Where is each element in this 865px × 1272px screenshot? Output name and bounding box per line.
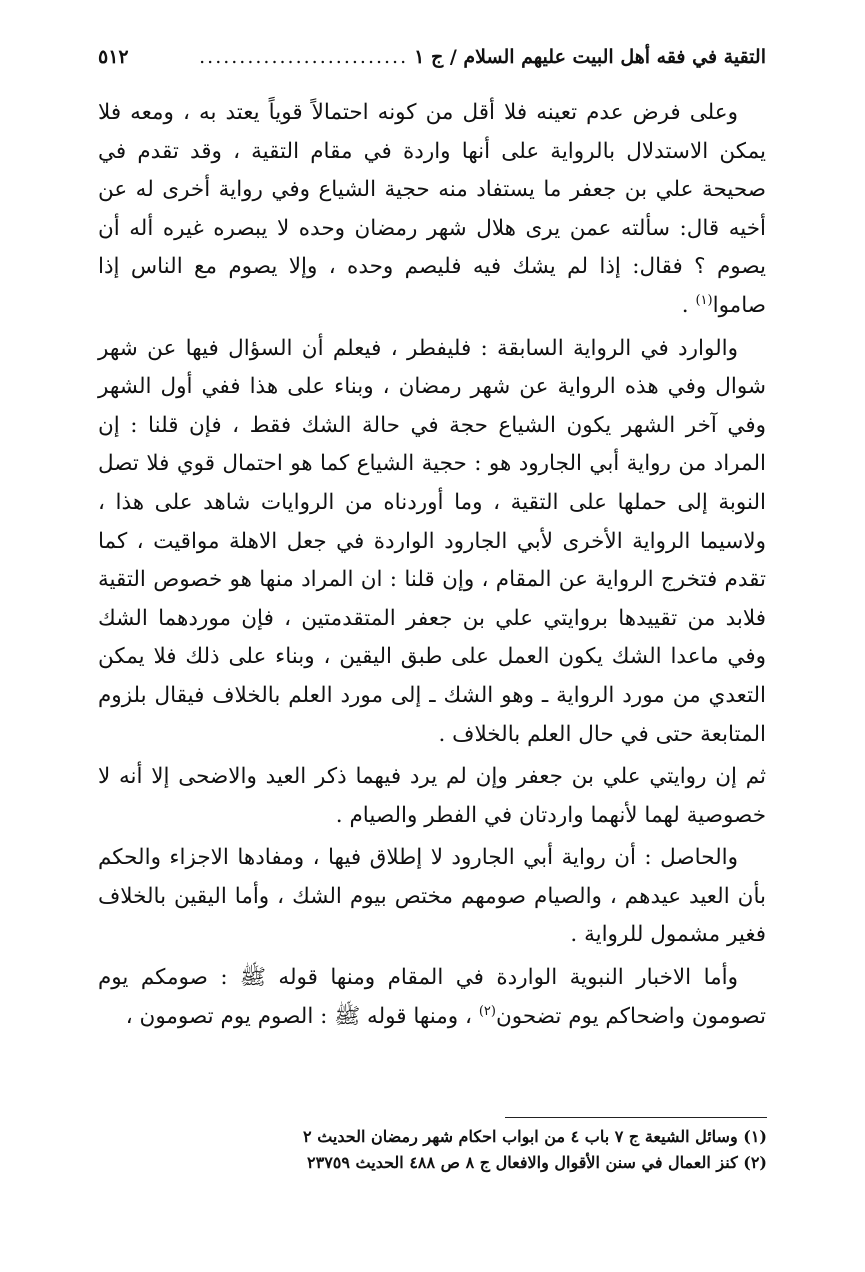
header-title: التقية في فقه أهل البيت عليهم السلام / ج ١ xyxy=(414,46,766,68)
footnote-separator xyxy=(505,1117,767,1118)
footnote-ref-2[interactable]: (٢) xyxy=(478,1003,496,1019)
paragraph-5-text: وأما الاخبار النبوية الواردة في المقام ومنها قوله ﷺ : صومكم يوم تصومون واضحاكم يوم تضحون xyxy=(98,965,766,1029)
header-leader-dots: .......................... xyxy=(199,46,409,68)
main-text xyxy=(98,94,766,1036)
paragraph-1-end: . xyxy=(681,292,689,318)
paragraph-2: والوارد في الرواية السابقة : فليفطر ، فيعلم أن السؤال فيها عن شهر شوال وفي هذه الرواية عن شهر رمضان ، وبناء على هذا ففي أول الشهر وفي آخر الشهر يكون الشياع حجة في حالة الشك فقط ، فإن قلنا : إن المراد من رواية أبي الجارود هو : حجية الشياع كما هو احتمال قوي فلا تصل النوبة إلى حملها على التقية ، وما أوردناه من الروايات شاهد على هذا ، ولاسيما الرواية الأخرى لأبي الجارود الواردة في جعل الاهلة مواقيت ، كما تقدم فتخرج الرواية عن المقام ، وإن قلنا : ان المراد منها هو خصوص التقية فلابد من تقييدها بروايتي علي بن جعفر المتقدمتين ، فإن موردهما الشك وفي ماعدا الشك يكون العمل على طبق اليقين ، وبناء على ذلك فلا يمكن التعدي من مورد الرواية ـ وهو الشك ـ إلى مورد العلم بالخلاف فيقال بلزوم المتابعة حتى في حال العلم بالخلاف . xyxy=(98,335,766,747)
page-number: ٥١٢ xyxy=(98,46,129,68)
running-header xyxy=(98,40,766,74)
footnote-2: (٢) كنز العمال في سنن الأقوال والافعال ج ٨ ص ٤٨٨ الحديث ٢٣٧٥٩ xyxy=(307,1153,767,1172)
paragraph-5 xyxy=(98,959,766,1036)
footnotes xyxy=(99,1124,767,1176)
paragraph-5-tail: ، ومنها قوله ﷺ : الصوم يوم تصومون ، xyxy=(125,1003,472,1029)
footnote-ref-1[interactable]: (١) xyxy=(695,292,713,308)
footnote-1: (١) وسائل الشيعة ج ٧ باب ٤ من ابواب احكام شهر رمضان الحديث ٢ xyxy=(303,1127,767,1146)
paragraph-1-text: وعلى فرض عدم تعينه فلا أقل من كونه احتمالاً قوياً يعتد به ، ومعه فلا يمكن الاستدلال بالرواية على أنها واردة في مقام التقية ، وقد تقدم في صحيحة علي بن جعفر ما يستفاد منه حجية الشياع وفي رواية أخرى له عن أخيه قال: سألته عمن يرى هلال شهر رمضان وحده لا يبصره غيره أله أن يصوم ؟ فقال: إذا لم يشك فيه فليصم وحده ، وإلا يصوم مع الناس إذا صاموا xyxy=(98,100,766,318)
paragraph-1 xyxy=(98,94,766,326)
paragraph-3: ثم إن روايتي علي بن جعفر وإن لم يرد فيهما ذكر العيد والاضحى إلا أنه لا خصوصية لهما لأنهما واردتان في الفطر والصيام . xyxy=(98,764,766,828)
paragraph-4: والحاصل : أن رواية أبي الجارود لا إطلاق فيها ، ومفادها الاجزاء والحكم بأن العيد عيدهم ، والصيام صومهم مختص بيوم الشك ، وأما اليقين بالخلاف فغير مشمول للرواية . xyxy=(98,845,766,948)
